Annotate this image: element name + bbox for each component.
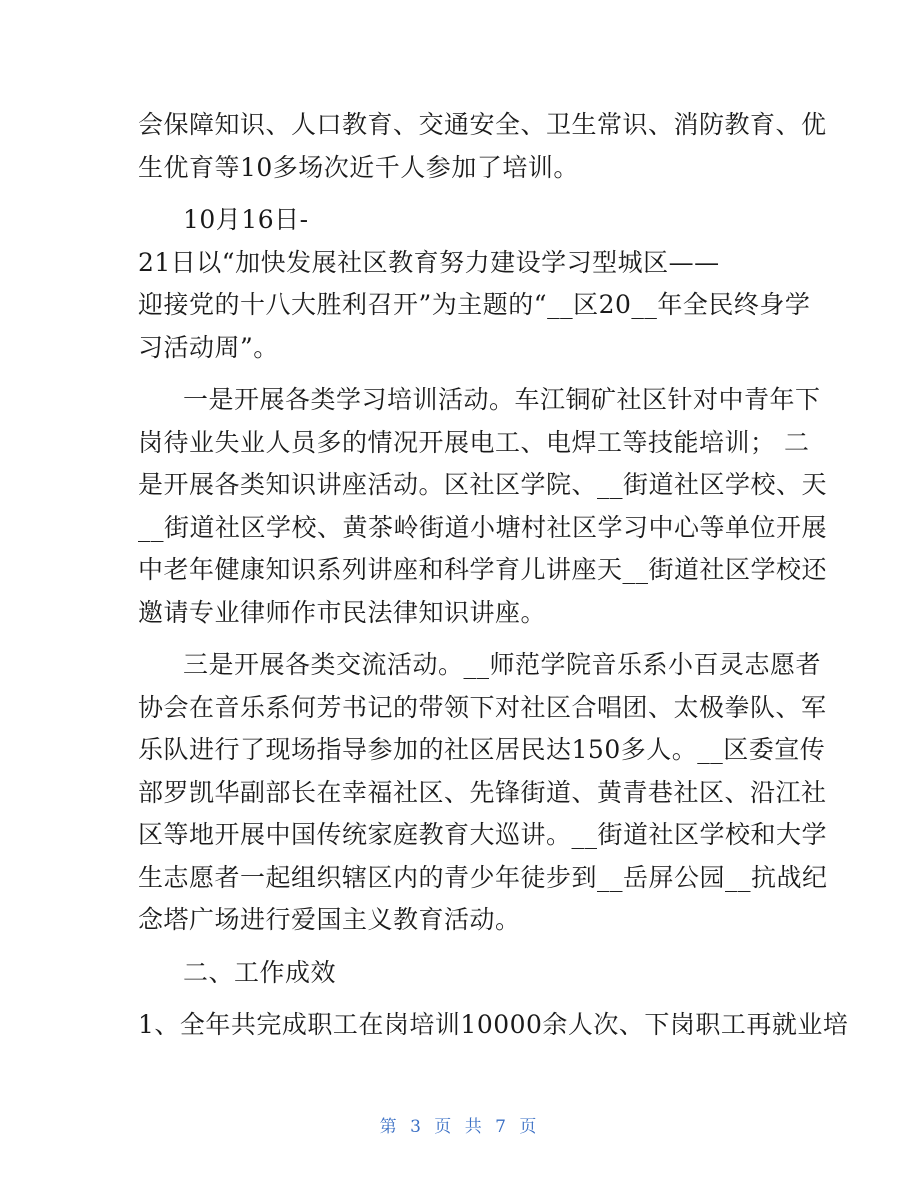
text-line: 会保障知识、人口教育、交通安全、卫生常识、消防教育、优 (138, 110, 827, 139)
text-line: 部罗凯华副部长在幸福社区、先锋街道、黄青巷社区、沿江社 (138, 777, 827, 807)
text-line: 生优育等10多场次近千人参加了培训。 (138, 152, 579, 182)
text-line: 迎接党的十八大胜利召开”为主题的“__区20__年全民终身学 (138, 290, 811, 319)
text-line: 10月16日- (183, 205, 309, 234)
text-line: __街道社区学校、黄茶岭街道小塘村社区学习中心等单位开展 (138, 512, 828, 542)
text-line: 岗待业失业人员多的情况开展电工、电焊工等技能培训； 二 (138, 427, 810, 457)
text-line: 三是开展各类交流活动。__师范学院音乐系小百灵志愿者 (183, 650, 822, 679)
text-line: 一是开展各类学习培训活动。车江铜矿社区针对中青年下 (183, 385, 821, 414)
text-line: 乐队进行了现场指导参加的社区居民达150多人。__区委宣传 (138, 735, 826, 764)
document-body (138, 104, 849, 1047)
text-line: 习活动周”。 (138, 332, 279, 362)
page-footer: 第 3 页 共 7 页 (379, 1117, 541, 1137)
text-line: 协会在音乐系何芳书记的带领下对社区合唱团、太极拳队、军 (138, 692, 827, 722)
text-line: 区等地开展中国传统家庭教育大巡讲。__街道社区学校和大学 (138, 820, 828, 849)
text-line: 1、全年共完成职工在岗培训10000余人次、下岗职工再就业培 (138, 1010, 849, 1039)
text-line: 中老年健康知识系列讲座和科学育儿讲座天__街道社区学校还 (138, 555, 828, 584)
text-line: 二、工作成效 (183, 957, 337, 987)
text-line: 21日以“加快发展社区教育努力建设学习型城区—— (138, 247, 720, 277)
text-line: 是开展各类知识讲座活动。区社区学院、__街道社区学校、天 (138, 470, 828, 499)
text-line: 生志愿者一起组织辖区内的青少年徒步到__岳屏公园__抗战纪 (138, 862, 828, 892)
text-line: 念塔广场进行爱国主义教育活动。 (138, 905, 521, 934)
text-line: 邀请专业律师作市民法律知识讲座。 (138, 597, 547, 627)
